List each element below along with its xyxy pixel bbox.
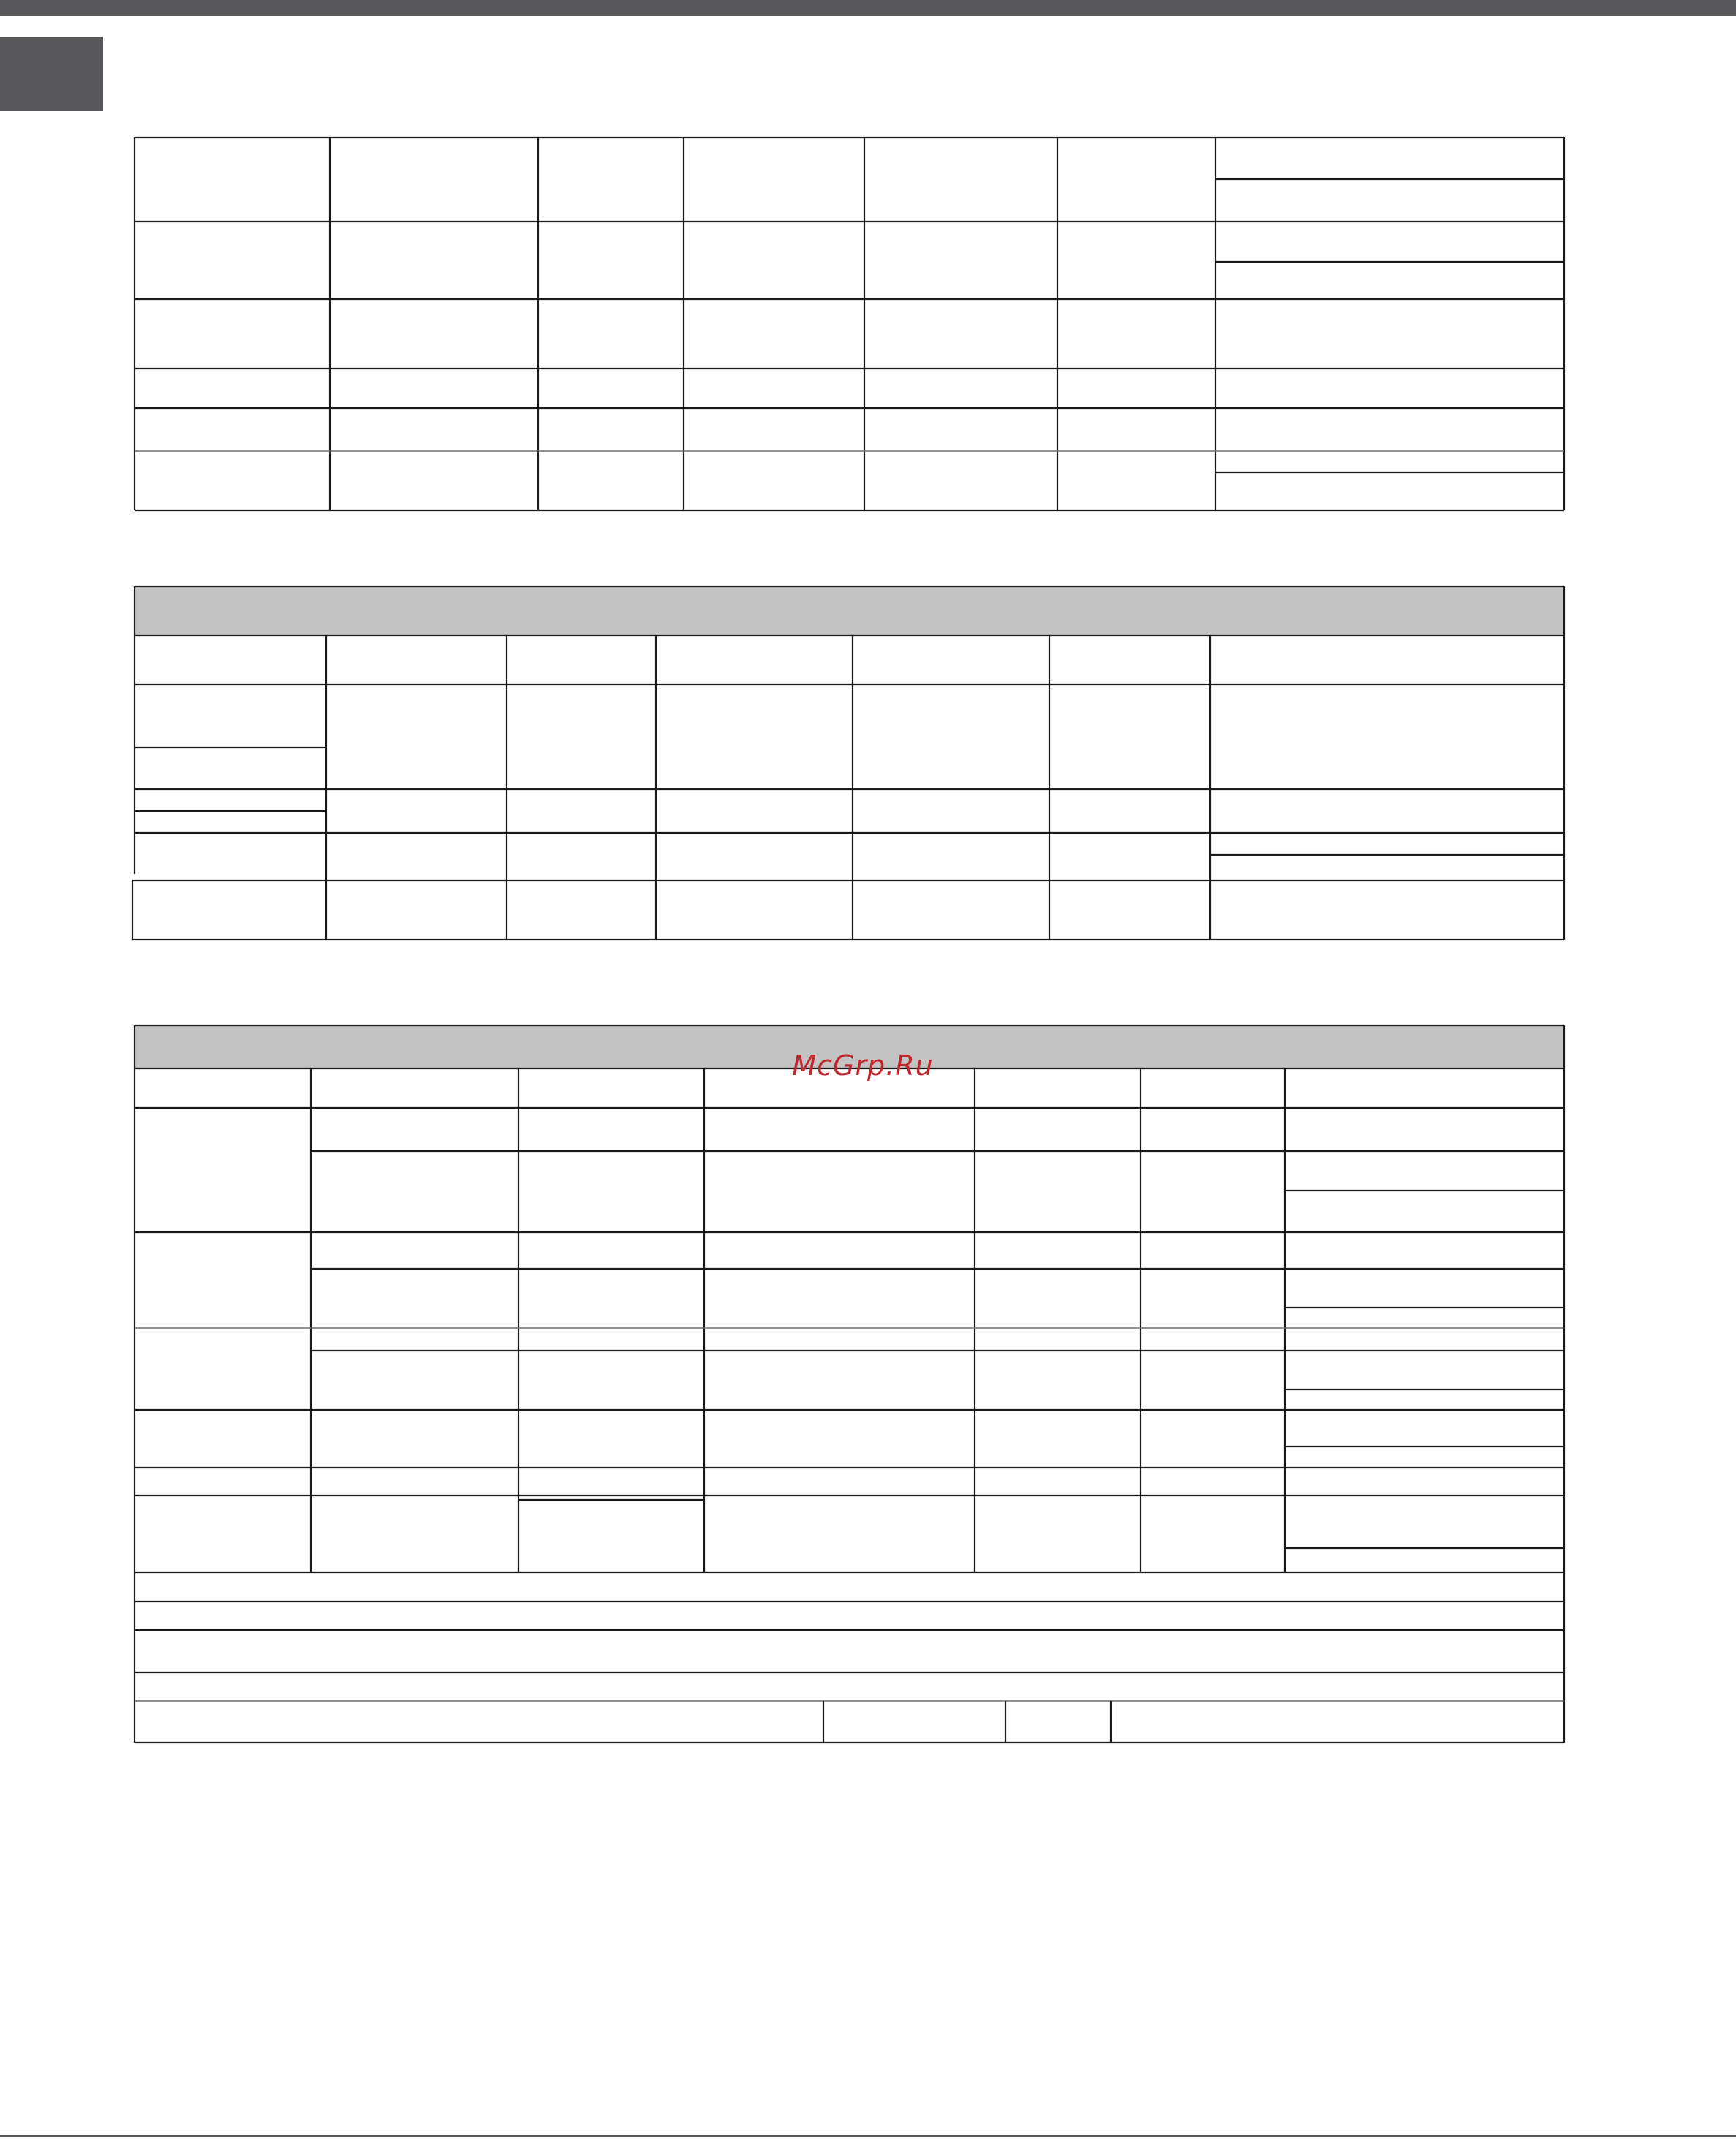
bottom-rule [0, 2135, 1736, 2137]
table-1 [135, 137, 1564, 510]
table-2 [132, 586, 1564, 940]
watermark-text: McGrp.Ru [792, 1049, 934, 1082]
table-3 [135, 1025, 1564, 1743]
table-2-header-band [135, 586, 1564, 635]
